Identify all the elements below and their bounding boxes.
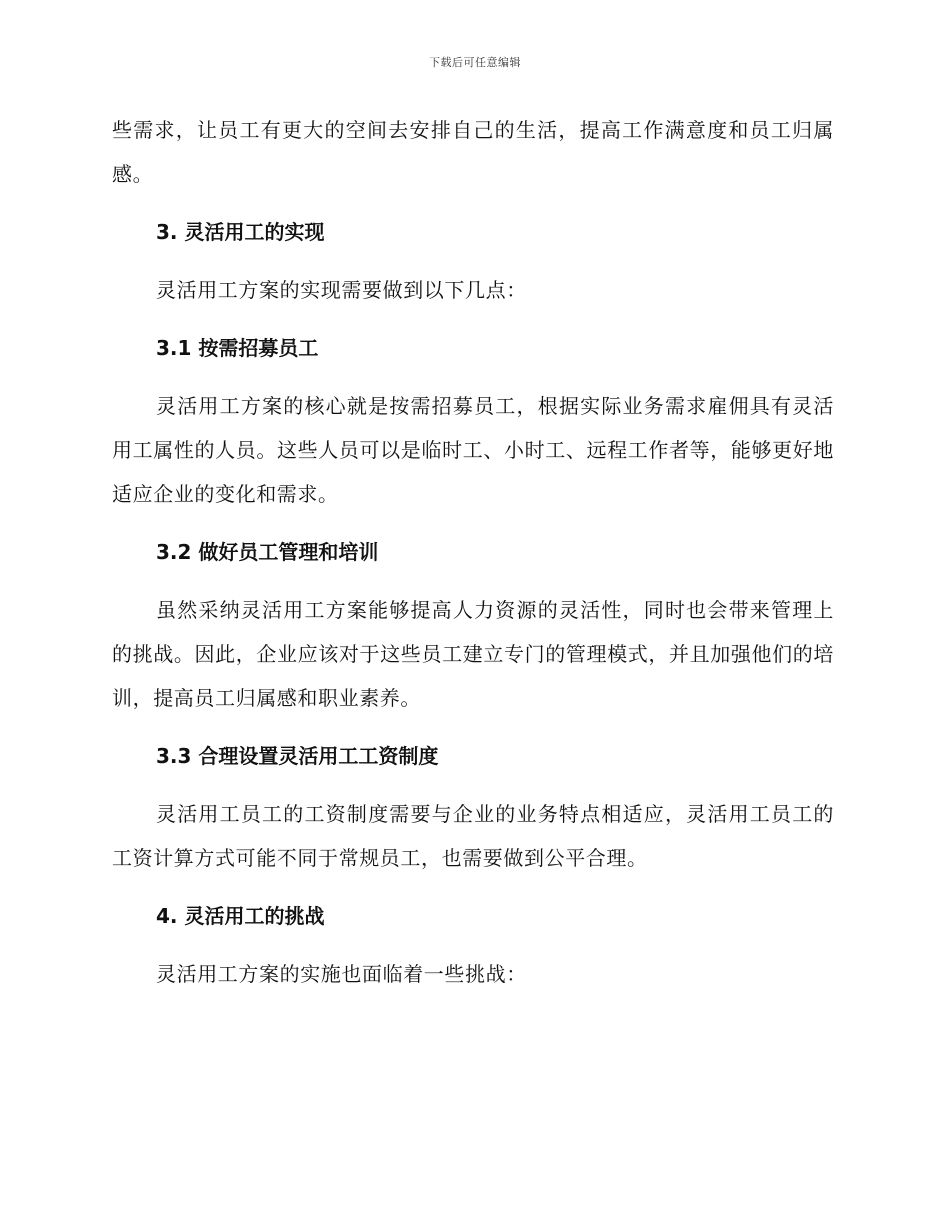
page-header: 下载后可任意编辑: [429, 56, 521, 69]
paragraph: 虽然采纳灵活用工方案能够提高人力资源的灵活性，同时也会带来管理上的挑战。因此，企业应该对于这些员工建立专门的管理模式，并且加强他们的培训，提高员工归属感和职业素养。: [112, 598, 834, 710]
subsection-heading: 3.2 做好员工管理和培训: [156, 540, 379, 564]
paragraph: 灵活用工方案的核心就是按需招募员工，根据实际业务需求雇佣具有灵活用工属性的人员。这些人员可以是临时工、小时工、远程工作者等，能够更好地适应企业的变化和需求。: [112, 394, 834, 506]
subsection-heading: 3.3 合理设置灵活用工工资制度: [156, 744, 439, 768]
document-body: [112, 108, 834, 996]
paragraph: 些需求，让员工有更大的空间去安排自己的生活，提高工作满意度和员工归属感。: [112, 118, 834, 186]
section-heading: 3. 灵活用工的实现: [156, 220, 325, 244]
paragraph: 灵活用工员工的工资制度需要与企业的业务特点相适应，灵活用工员工的工资计算方式可能不同于常规员工，也需要做到公平合理。: [112, 802, 834, 870]
subsection-heading: 3.1 按需招募员工: [156, 336, 319, 360]
section-heading: 4. 灵活用工的挑战: [156, 904, 325, 928]
paragraph: 灵活用工方案的实现需要做到以下几点：: [156, 278, 527, 302]
paragraph: 灵活用工方案的实施也面临着一些挑战：: [156, 962, 527, 986]
